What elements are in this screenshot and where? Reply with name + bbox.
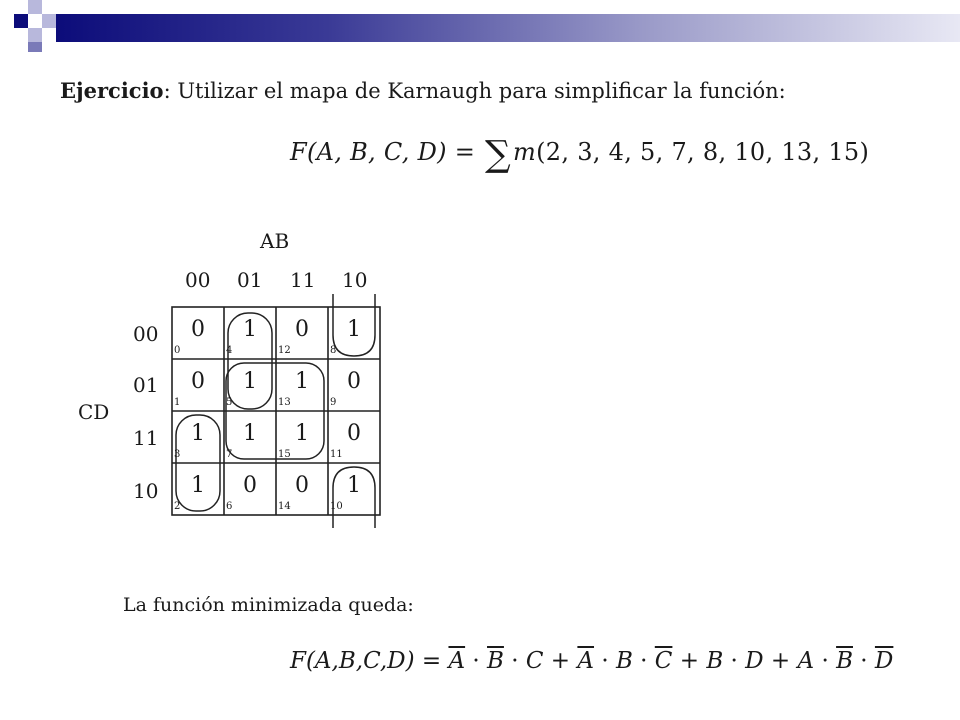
term-not-c: $\overline{C}$ [654, 648, 673, 674]
minimized-function [290, 648, 893, 674]
plus: + [543, 648, 578, 674]
kmap-cell-value: 1 [191, 421, 205, 446]
kmap-cell-index: 13 [278, 397, 291, 408]
kmap-cell-value: 1 [243, 369, 257, 394]
kmap-cell-value: 1 [243, 317, 257, 342]
kmap-cell-index: 0 [174, 345, 181, 356]
kmap-cell-value: 1 [295, 421, 309, 446]
term-b: B [706, 648, 724, 674]
kmap-cell-value: 0 [347, 421, 361, 446]
kmap-cell-value: 1 [295, 369, 309, 394]
function-lhs: F(A, B, C, D) = [290, 138, 484, 166]
kmap-cell-index: 8 [330, 345, 337, 356]
kmap-col-header: 00 [185, 268, 211, 292]
kmap-cell-index: 3 [174, 449, 181, 460]
kmap-cell-value: 0 [295, 473, 309, 498]
kmap-col-header: 11 [290, 268, 316, 292]
kmap-cell-value: 0 [295, 317, 309, 342]
dot: · [723, 648, 746, 674]
kmap-col-header: 10 [342, 268, 368, 292]
kmap-row-header: 11 [133, 426, 159, 450]
kmap-cell-index: 15 [278, 449, 291, 460]
dot: · [632, 648, 655, 674]
kmap-col-header: 01 [237, 268, 263, 292]
kmap-cell-index: 9 [330, 397, 337, 408]
result-lhs: F(A,B,C,D) = [290, 648, 449, 674]
term-not-d: $\overline{D}$ [874, 648, 894, 674]
kmap-cell-index: 2 [174, 501, 181, 512]
kmap-cell-value: 0 [243, 473, 257, 498]
kmap-cell-value: 0 [347, 369, 361, 394]
kmap-cell-index: 4 [226, 345, 233, 356]
term-a: A [797, 648, 815, 674]
term-c: C [525, 648, 544, 674]
kmap-cell-index: 6 [226, 501, 233, 512]
kmap-cell-index: 7 [226, 449, 233, 460]
kmap-cell-value: 0 [191, 317, 205, 342]
kmap-row-header: 01 [133, 373, 159, 397]
kmap-cell-index: 1 [174, 397, 181, 408]
kmap-cell-value: 0 [191, 369, 205, 394]
plus: + [763, 648, 798, 674]
kmap-cell-index: 10 [330, 501, 343, 512]
kmap-cell-value: 1 [243, 421, 257, 446]
minterm-list: (2, 3, 4, 5, 7, 8, 10, 13, 15) [536, 138, 870, 166]
term-b: B [615, 648, 633, 674]
dot: · [594, 648, 616, 674]
kmap-ab-label: AB [260, 229, 290, 253]
exercise-text: : Utilizar el mapa de Karnaugh para simplificar la función: [163, 79, 786, 103]
minterm-m: m [513, 138, 537, 166]
dot: · [852, 648, 875, 674]
plus: + [672, 648, 707, 674]
minimized-label: La función minimizada queda: [123, 594, 414, 616]
dot: · [503, 648, 526, 674]
dot: · [465, 648, 488, 674]
term-not-b: $\overline{B}$ [487, 648, 504, 674]
kmap-cell-value: 1 [191, 473, 205, 498]
term-not-a: $\overline{A}$ [448, 648, 466, 674]
kmap-cell-index: 11 [330, 449, 343, 460]
kmap-cell-index: 12 [278, 345, 291, 356]
term-not-b: $\overline{B}$ [836, 648, 853, 674]
kmap-cell-index: 14 [278, 501, 291, 512]
term-d: D [745, 648, 764, 674]
sigma-symbol: ∑ [485, 134, 512, 175]
kmap-row-header: 00 [133, 322, 159, 346]
kmap-cell-value: 1 [347, 317, 361, 342]
kmap-row-header: 10 [133, 479, 159, 503]
term-not-a: $\overline{A}$ [577, 648, 595, 674]
kmap-cd-label: CD [78, 400, 110, 424]
dot: · [814, 648, 837, 674]
kmap-cell-index: 5 [226, 397, 233, 408]
exercise-label: Ejercicio [60, 78, 164, 103]
kmap-cell-value: 1 [347, 473, 361, 498]
